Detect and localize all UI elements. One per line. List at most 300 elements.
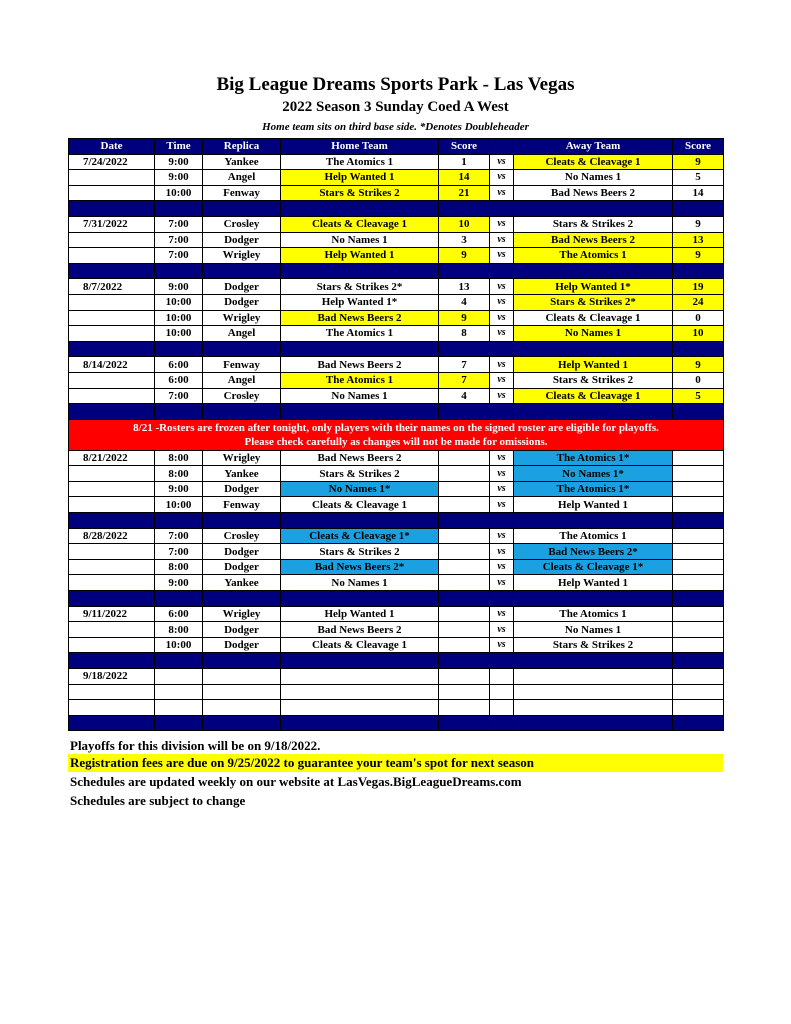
game-replica: Wrigley bbox=[203, 310, 281, 326]
vs-label: vs bbox=[490, 232, 514, 248]
game-row bbox=[69, 544, 724, 560]
vs-label: vs bbox=[490, 388, 514, 404]
away-team: Bad News Beers 2 bbox=[514, 185, 673, 201]
game-replica: Dodger bbox=[203, 544, 281, 560]
home-score: 10 bbox=[439, 216, 490, 232]
away-team: The Atomics 1 bbox=[514, 606, 673, 622]
vs-label: vs bbox=[490, 326, 514, 342]
separator-cell bbox=[514, 404, 673, 420]
game-row bbox=[69, 388, 724, 404]
separator-cell bbox=[69, 513, 155, 529]
vs-label: vs bbox=[490, 279, 514, 295]
separator-row bbox=[69, 715, 724, 731]
game-row bbox=[69, 279, 724, 295]
away-score: 0 bbox=[673, 372, 724, 388]
home-score bbox=[439, 575, 490, 591]
away-team: Stars & Strikes 2 bbox=[514, 216, 673, 232]
game-row bbox=[69, 294, 724, 310]
separator-cell bbox=[203, 715, 281, 731]
separator-cell bbox=[439, 201, 490, 217]
separator-cell bbox=[69, 404, 155, 420]
separator-cell bbox=[673, 201, 724, 217]
home-team bbox=[281, 684, 439, 700]
separator-cell bbox=[439, 513, 490, 529]
away-team: Cleats & Cleavage 1 bbox=[514, 154, 673, 170]
home-score: 14 bbox=[439, 170, 490, 186]
away-team: Stars & Strikes 2* bbox=[514, 294, 673, 310]
vs-label: vs bbox=[490, 294, 514, 310]
separator-cell bbox=[514, 653, 673, 669]
game-replica: Yankee bbox=[203, 154, 281, 170]
separator-cell bbox=[281, 653, 439, 669]
separator-cell bbox=[69, 263, 155, 279]
col-away-team: Away Team bbox=[514, 139, 673, 155]
col-time: Time bbox=[155, 139, 203, 155]
game-row bbox=[69, 185, 724, 201]
home-score: 1 bbox=[439, 154, 490, 170]
game-time: 9:00 bbox=[155, 154, 203, 170]
separator-cell bbox=[490, 715, 514, 731]
away-score: 24 bbox=[673, 294, 724, 310]
home-team bbox=[281, 669, 439, 685]
home-team: Stars & Strikes 2 bbox=[281, 466, 439, 482]
game-row bbox=[69, 559, 724, 575]
home-team: Bad News Beers 2 bbox=[281, 450, 439, 466]
game-replica: Dodger bbox=[203, 481, 281, 497]
game-time: 10:00 bbox=[155, 185, 203, 201]
game-row bbox=[69, 248, 724, 264]
vs-label: vs bbox=[490, 154, 514, 170]
vs-label: vs bbox=[490, 528, 514, 544]
separator-cell bbox=[439, 715, 490, 731]
roster-notice-line: 8/21 -Rosters are frozen after tonight, only players with their names on the signed roster are eligible for playoffs. bbox=[133, 421, 659, 434]
game-time bbox=[155, 700, 203, 716]
separator-row bbox=[69, 404, 724, 420]
game-replica: Wrigley bbox=[203, 248, 281, 264]
vs-label: vs bbox=[490, 559, 514, 575]
away-team: The Atomics 1* bbox=[514, 450, 673, 466]
away-score bbox=[673, 669, 724, 685]
away-team: No Names 1 bbox=[514, 326, 673, 342]
page-title: Big League Dreams Sports Park - Las Vegas bbox=[216, 74, 575, 95]
separator-cell bbox=[281, 715, 439, 731]
change-note: Schedules are subject to change bbox=[70, 793, 246, 808]
home-team: No Names 1 bbox=[281, 232, 439, 248]
home-score: 4 bbox=[439, 294, 490, 310]
roster-notice-line: Please check carefully as changes will not be made for omissions. bbox=[244, 435, 548, 448]
game-replica: Dodger bbox=[203, 622, 281, 638]
game-row bbox=[69, 575, 724, 591]
separator-cell bbox=[203, 513, 281, 529]
home-score: 4 bbox=[439, 388, 490, 404]
away-team: Help Wanted 1 bbox=[514, 357, 673, 373]
separator-row bbox=[69, 653, 724, 669]
game-time: 7:00 bbox=[155, 232, 203, 248]
game-time: 9:00 bbox=[155, 170, 203, 186]
game-time: 7:00 bbox=[155, 388, 203, 404]
game-time: 10:00 bbox=[155, 294, 203, 310]
game-replica: Yankee bbox=[203, 466, 281, 482]
game-date bbox=[69, 294, 155, 310]
away-team: The Atomics 1 bbox=[514, 248, 673, 264]
page-subtitle: 2022 Season 3 Sunday Coed A West bbox=[282, 99, 509, 115]
game-row bbox=[69, 497, 724, 513]
game-row bbox=[69, 481, 724, 497]
separator-cell bbox=[281, 263, 439, 279]
away-team bbox=[514, 700, 673, 716]
vs-label: vs bbox=[490, 357, 514, 373]
separator-cell bbox=[155, 201, 203, 217]
home-team: Cleats & Cleavage 1* bbox=[281, 528, 439, 544]
home-score bbox=[439, 450, 490, 466]
home-team: Bad News Beers 2 bbox=[281, 357, 439, 373]
home-score bbox=[439, 544, 490, 560]
game-time: 10:00 bbox=[155, 637, 203, 653]
game-date bbox=[69, 185, 155, 201]
home-score bbox=[439, 606, 490, 622]
vs-label: vs bbox=[490, 170, 514, 186]
away-team: Cleats & Cleavage 1* bbox=[514, 559, 673, 575]
away-team: No Names 1* bbox=[514, 466, 673, 482]
away-score: 9 bbox=[673, 154, 724, 170]
separator-cell bbox=[514, 591, 673, 607]
col-home-score: Score bbox=[439, 139, 490, 155]
game-replica: Angel bbox=[203, 170, 281, 186]
game-replica: Dodger bbox=[203, 279, 281, 295]
vs-label: vs bbox=[490, 497, 514, 513]
game-row bbox=[69, 357, 724, 373]
home-score bbox=[439, 466, 490, 482]
game-date: 7/24/2022 bbox=[69, 154, 155, 170]
game-date bbox=[69, 700, 155, 716]
roster-notice bbox=[69, 419, 724, 450]
away-score: 5 bbox=[673, 388, 724, 404]
schedule-body bbox=[69, 154, 724, 731]
home-score: 8 bbox=[439, 326, 490, 342]
separator-cell bbox=[514, 263, 673, 279]
away-team: No Names 1 bbox=[514, 622, 673, 638]
game-date bbox=[69, 684, 155, 700]
home-team: No Names 1 bbox=[281, 575, 439, 591]
separator-row bbox=[69, 341, 724, 357]
separator-cell bbox=[69, 715, 155, 731]
away-team: Help Wanted 1 bbox=[514, 575, 673, 591]
game-row bbox=[69, 622, 724, 638]
game-replica: Crosley bbox=[203, 216, 281, 232]
game-time: 7:00 bbox=[155, 528, 203, 544]
registration-note: Registration fees are due on 9/25/2022 to guarantee your team's spot for next season bbox=[68, 754, 723, 772]
away-score bbox=[673, 466, 724, 482]
game-time: 9:00 bbox=[155, 575, 203, 591]
game-date bbox=[69, 248, 155, 264]
away-team: Stars & Strikes 2 bbox=[514, 637, 673, 653]
game-time: 6:00 bbox=[155, 357, 203, 373]
separator-cell bbox=[69, 653, 155, 669]
separator-cell bbox=[281, 513, 439, 529]
separator-cell bbox=[673, 341, 724, 357]
separator-cell bbox=[514, 341, 673, 357]
game-date: 9/11/2022 bbox=[69, 606, 155, 622]
separator-cell bbox=[673, 263, 724, 279]
vs-label: vs bbox=[490, 622, 514, 638]
separator-cell bbox=[69, 591, 155, 607]
away-score bbox=[673, 684, 724, 700]
vs-label: vs bbox=[490, 575, 514, 591]
home-team: Help Wanted 1 bbox=[281, 248, 439, 264]
separator-cell bbox=[490, 263, 514, 279]
game-row bbox=[69, 700, 724, 716]
separator-cell bbox=[673, 404, 724, 420]
away-score: 19 bbox=[673, 279, 724, 295]
vs-label: vs bbox=[490, 310, 514, 326]
game-time: 9:00 bbox=[155, 481, 203, 497]
game-replica: Crosley bbox=[203, 528, 281, 544]
separator-row bbox=[69, 263, 724, 279]
game-replica: Dodger bbox=[203, 559, 281, 575]
game-date: 8/14/2022 bbox=[69, 357, 155, 373]
game-date: 8/28/2022 bbox=[69, 528, 155, 544]
away-score: 13 bbox=[673, 232, 724, 248]
away-score: 10 bbox=[673, 326, 724, 342]
away-score bbox=[673, 622, 724, 638]
col-date: Date bbox=[69, 139, 155, 155]
separator-cell bbox=[155, 404, 203, 420]
home-team bbox=[281, 700, 439, 716]
game-date: 7/31/2022 bbox=[69, 216, 155, 232]
game-date: 8/21/2022 bbox=[69, 450, 155, 466]
game-date bbox=[69, 544, 155, 560]
home-team: The Atomics 1 bbox=[281, 154, 439, 170]
vs-label bbox=[490, 700, 514, 716]
home-team: The Atomics 1 bbox=[281, 326, 439, 342]
game-time: 10:00 bbox=[155, 497, 203, 513]
home-score bbox=[439, 700, 490, 716]
home-team: Stars & Strikes 2* bbox=[281, 279, 439, 295]
home-team: The Atomics 1 bbox=[281, 372, 439, 388]
away-score: 14 bbox=[673, 185, 724, 201]
away-score bbox=[673, 606, 724, 622]
vs-label: vs bbox=[490, 544, 514, 560]
separator-cell bbox=[203, 263, 281, 279]
game-time: 8:00 bbox=[155, 466, 203, 482]
game-row bbox=[69, 310, 724, 326]
home-team: Help Wanted 1 bbox=[281, 606, 439, 622]
vs-label: vs bbox=[490, 372, 514, 388]
away-team: Bad News Beers 2* bbox=[514, 544, 673, 560]
away-score bbox=[673, 575, 724, 591]
game-time: 7:00 bbox=[155, 248, 203, 264]
home-score bbox=[439, 497, 490, 513]
home-score bbox=[439, 481, 490, 497]
separator-cell bbox=[514, 715, 673, 731]
home-team: Stars & Strikes 2 bbox=[281, 544, 439, 560]
home-team: Help Wanted 1 bbox=[281, 170, 439, 186]
separator-cell bbox=[203, 591, 281, 607]
away-score bbox=[673, 637, 724, 653]
game-replica: Dodger bbox=[203, 232, 281, 248]
away-score bbox=[673, 497, 724, 513]
game-date bbox=[69, 310, 155, 326]
home-team: Cleats & Cleavage 1 bbox=[281, 497, 439, 513]
playoffs-note: Playoffs for this division will be on 9/18/2022. bbox=[70, 738, 321, 753]
game-replica: Fenway bbox=[203, 497, 281, 513]
separator-cell bbox=[490, 513, 514, 529]
game-row bbox=[69, 606, 724, 622]
home-score bbox=[439, 684, 490, 700]
separator-cell bbox=[673, 513, 724, 529]
game-time bbox=[155, 684, 203, 700]
separator-cell bbox=[490, 341, 514, 357]
separator-cell bbox=[673, 591, 724, 607]
col-home-team: Home Team bbox=[281, 139, 439, 155]
separator-cell bbox=[155, 341, 203, 357]
vs-label: vs bbox=[490, 637, 514, 653]
game-time: 7:00 bbox=[155, 216, 203, 232]
home-team: Bad News Beers 2* bbox=[281, 559, 439, 575]
separator-cell bbox=[155, 715, 203, 731]
separator-cell bbox=[203, 404, 281, 420]
away-team: Stars & Strikes 2 bbox=[514, 372, 673, 388]
separator-row bbox=[69, 513, 724, 529]
game-date bbox=[69, 622, 155, 638]
away-score: 0 bbox=[673, 310, 724, 326]
vs-label: vs bbox=[490, 481, 514, 497]
away-team: Cleats & Cleavage 1 bbox=[514, 310, 673, 326]
separator-cell bbox=[514, 513, 673, 529]
game-time bbox=[155, 669, 203, 685]
game-row bbox=[69, 450, 724, 466]
home-score: 3 bbox=[439, 232, 490, 248]
separator-cell bbox=[673, 653, 724, 669]
separator-cell bbox=[439, 653, 490, 669]
game-row bbox=[69, 154, 724, 170]
game-replica: Angel bbox=[203, 372, 281, 388]
away-team: Help Wanted 1 bbox=[514, 497, 673, 513]
separator-cell bbox=[203, 341, 281, 357]
game-row bbox=[69, 466, 724, 482]
schedule-table bbox=[68, 138, 724, 731]
away-score: 5 bbox=[673, 170, 724, 186]
away-score bbox=[673, 481, 724, 497]
schedule-note: Home team sits on third base side. *Denotes Doubleheader bbox=[262, 121, 529, 133]
vs-label: vs bbox=[490, 466, 514, 482]
game-replica: Fenway bbox=[203, 185, 281, 201]
home-team: Stars & Strikes 2 bbox=[281, 185, 439, 201]
game-time: 10:00 bbox=[155, 310, 203, 326]
away-score bbox=[673, 528, 724, 544]
home-score bbox=[439, 669, 490, 685]
separator-cell bbox=[203, 653, 281, 669]
table-header-row bbox=[69, 139, 724, 155]
game-time: 7:00 bbox=[155, 544, 203, 560]
separator-cell bbox=[203, 201, 281, 217]
game-row bbox=[69, 637, 724, 653]
home-score bbox=[439, 637, 490, 653]
separator-cell bbox=[281, 201, 439, 217]
away-score: 9 bbox=[673, 248, 724, 264]
vs-label: vs bbox=[490, 450, 514, 466]
home-score: 13 bbox=[439, 279, 490, 295]
game-replica: Wrigley bbox=[203, 450, 281, 466]
col-replica: Replica bbox=[203, 139, 281, 155]
away-score bbox=[673, 544, 724, 560]
game-date bbox=[69, 637, 155, 653]
game-row bbox=[69, 528, 724, 544]
game-date bbox=[69, 232, 155, 248]
separator-row bbox=[69, 201, 724, 217]
game-date bbox=[69, 170, 155, 186]
game-time: 8:00 bbox=[155, 450, 203, 466]
game-row bbox=[69, 170, 724, 186]
col-vs bbox=[490, 139, 514, 155]
separator-cell bbox=[69, 201, 155, 217]
game-replica: Yankee bbox=[203, 575, 281, 591]
separator-cell bbox=[514, 201, 673, 217]
game-replica: Angel bbox=[203, 326, 281, 342]
game-date bbox=[69, 575, 155, 591]
home-score: 9 bbox=[439, 310, 490, 326]
game-date bbox=[69, 466, 155, 482]
game-replica: Wrigley bbox=[203, 606, 281, 622]
separator-cell bbox=[490, 404, 514, 420]
away-team: Help Wanted 1* bbox=[514, 279, 673, 295]
game-replica: Fenway bbox=[203, 357, 281, 373]
separator-cell bbox=[155, 591, 203, 607]
game-replica bbox=[203, 700, 281, 716]
game-date: 9/18/2022 bbox=[69, 669, 155, 685]
game-time: 9:00 bbox=[155, 279, 203, 295]
away-score bbox=[673, 559, 724, 575]
home-team: No Names 1 bbox=[281, 388, 439, 404]
home-score: 7 bbox=[439, 357, 490, 373]
separator-cell bbox=[155, 513, 203, 529]
vs-label: vs bbox=[490, 185, 514, 201]
game-row bbox=[69, 669, 724, 685]
home-score bbox=[439, 528, 490, 544]
home-team: Bad News Beers 2 bbox=[281, 310, 439, 326]
game-row bbox=[69, 372, 724, 388]
separator-row bbox=[69, 591, 724, 607]
game-replica: Crosley bbox=[203, 388, 281, 404]
home-team: No Names 1* bbox=[281, 481, 439, 497]
vs-label: vs bbox=[490, 606, 514, 622]
game-date bbox=[69, 481, 155, 497]
separator-cell bbox=[439, 341, 490, 357]
away-score: 9 bbox=[673, 357, 724, 373]
game-time: 8:00 bbox=[155, 559, 203, 575]
separator-cell bbox=[439, 263, 490, 279]
away-team: No Names 1 bbox=[514, 170, 673, 186]
website-note: Schedules are updated weekly on our website at LasVegas.BigLeagueDreams.com bbox=[70, 774, 522, 789]
separator-cell bbox=[69, 341, 155, 357]
away-score: 9 bbox=[673, 216, 724, 232]
game-replica bbox=[203, 669, 281, 685]
col-away-score: Score bbox=[673, 139, 724, 155]
home-team: Help Wanted 1* bbox=[281, 294, 439, 310]
game-replica bbox=[203, 684, 281, 700]
game-row bbox=[69, 326, 724, 342]
separator-cell bbox=[673, 715, 724, 731]
vs-label: vs bbox=[490, 248, 514, 264]
game-time: 8:00 bbox=[155, 622, 203, 638]
game-time: 6:00 bbox=[155, 606, 203, 622]
away-score bbox=[673, 450, 724, 466]
home-score: 9 bbox=[439, 248, 490, 264]
game-replica: Dodger bbox=[203, 294, 281, 310]
separator-cell bbox=[155, 263, 203, 279]
separator-cell bbox=[281, 591, 439, 607]
away-team: The Atomics 1 bbox=[514, 528, 673, 544]
